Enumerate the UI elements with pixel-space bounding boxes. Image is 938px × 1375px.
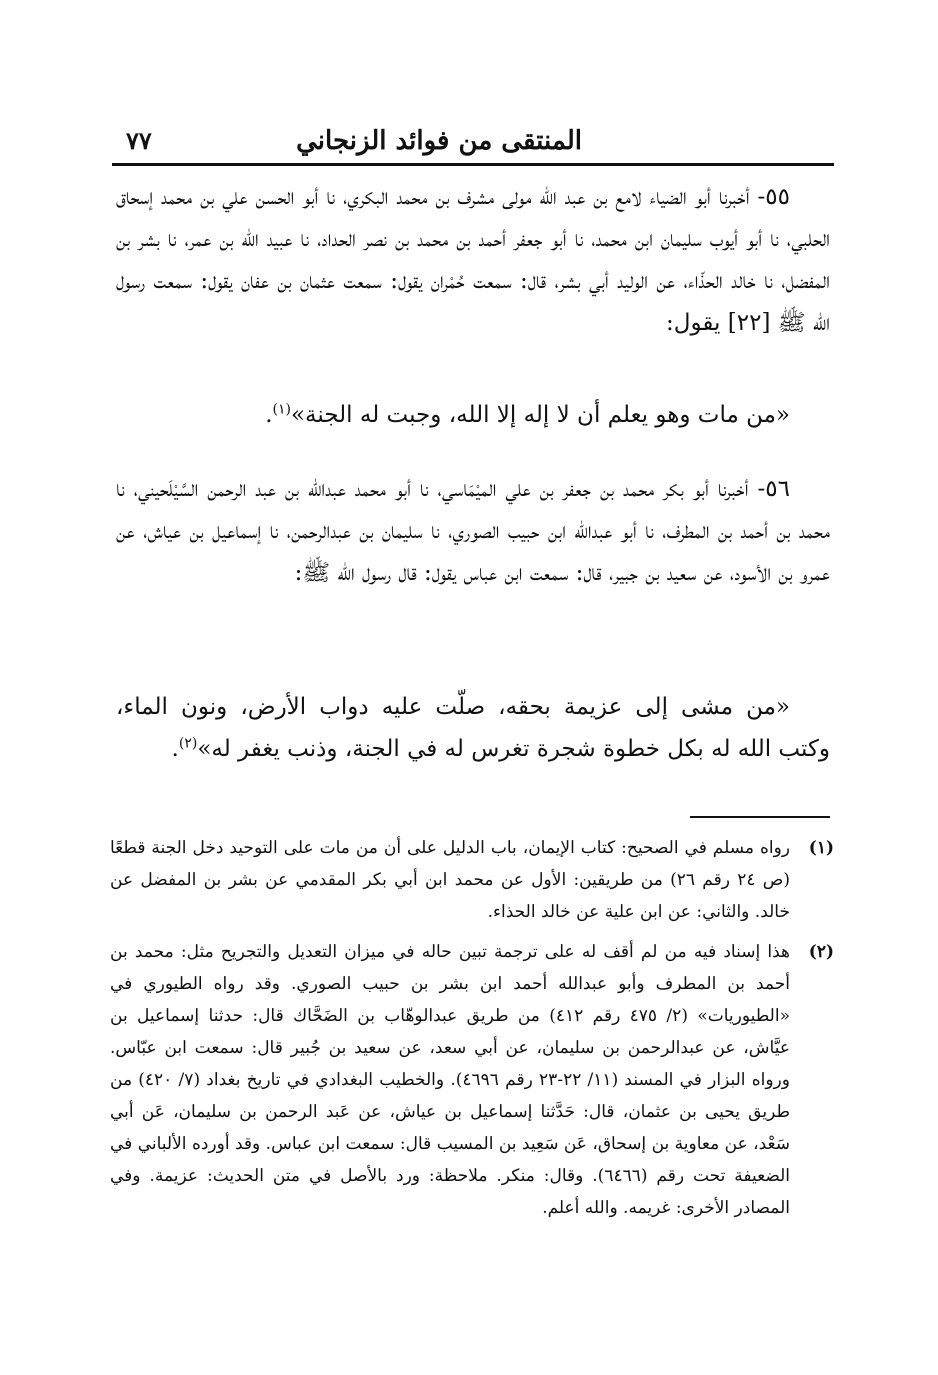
hadith-56-quote: «من مشى إلى عزيمة بحقه، صلّت عليه دواب الأرض، ونون الماء، وكتب الله له بكل خطوة شجرة تغرس له في الجنة، وذنب يغفر له» — [116, 694, 830, 762]
footnote-number: (١) — [808, 838, 834, 858]
hadith-55-isnad: ٥٥- أخبرنا أبو الضياء لامع بن عبد الله مولى مشرف بن محمد البكري، نا أبو الحسن علي بن محمد إسحاق الحلبي، نا أبو أيوب سليمان ابن محمد، نا أبو جعفر أحمد بن محمد بن نصر الحداد، نا عبيد الله بن عمر، نا بشر بن المفضل، نا خالد الحذّاء، عن الوليد أبي بشر، قال: سمعت حُمْران يقول: سمعت عثمان بن عفان يقول: سمعت رسول الله ﷺ [٢٢] يقول: — [116, 184, 830, 336]
hadith-55-end: . — [265, 402, 273, 428]
footnote-2 — [110, 936, 834, 1224]
footnote-1 — [110, 832, 834, 928]
footnote-ref-2[interactable]: (٢) — [178, 735, 198, 752]
footnote-divider — [690, 816, 830, 818]
footnote-ref-1[interactable]: (١) — [272, 401, 291, 418]
running-header — [112, 122, 832, 162]
hadith-56-isnad: ٥٦- أخبرنا أبو بكر محمد بن جعفر بن علي الميْمَاسي، نا أبو محمد عبدالله بن عبد الرحمن السَّيْلَحيني، نا محمد بن أحمد بن المطرف، نا أبو عبدالله ابن حبيب الصوري، نا سليمان بن عبدالرحمن، نا إسماعيل بن عياش، عن عمرو بن الأسود، عن سعيد بن جبير، قال: سمعت ابن عباس يقول: قال رسول الله ﷺ: — [116, 476, 830, 586]
footnote-number: (٢) — [808, 942, 834, 962]
footnote-text: هذا إسناد فيه من لم أقف له على ترجمة تبين حاله في ميزان التعديل والتجريح مثل: محمد بن أحمد بن المطرف وأبو عبدالله أحمد ابن بشر بن حبيب الصوري. وقد رواه الطيوري في «الطيوريات» (٢/ ٤٧٥ رقم ٤١٢) من طريق عبدالوهّاب بن الضَحَّاك قال: حدثنا إسماعيل بن عيَّاش، عن عبدالرحمن بن سليمان، عن أبي سعد، عن سعيد بن جُبير قال: سمعت ابن عبّاس. ورواه البزار في المسند (١١/ ٢٢-٢٣ رقم ٤٦٩٦). والخطيب البغدادي في تاريخ بغداد (٧/ ٤٢٠) من طريق يحيى بن عثمان، قال: حَدَّثنا إسماعيل بن عياش، عن عَبد الرحمن بن سليمان، عَن أبي سَعْد، عن معاوية بن إسحاق، عَن سَعِيد بن المسيب قال: سمعت ابن عباس. وقد أورده الألباني في الضعيفة تحت رقم (٦٤٦٦). وقال: منكر. ملاحظة: ورد بالأصل في متن الحديث: عزيمة. وفي المصادر الأخرى: غريمه. والله أعلم. — [110, 942, 790, 1218]
footnote-text: رواه مسلم في الصحيح: كتاب الإيمان، باب الدليل على أن من مات على التوحيد دخل الجنة قطعًا (ص ٢٤ رقم ٢٦) من طريقين: الأول عن محمد ابن أبي بكر المقدمي عن بشر بن المفضل عن خالد. والثاني: عن ابن علية عن خالد الحذاء. — [110, 838, 790, 922]
hadith-56-end: . — [171, 736, 179, 762]
hadith-55-matn — [116, 394, 830, 464]
book-title: المنتقى من فوائد الزنجاني — [296, 126, 582, 156]
header-divider — [112, 163, 834, 166]
page-number: ٧٧ — [126, 126, 152, 155]
footnotes — [110, 832, 834, 1232]
hadith-55-quote: «من مات وهو يعلم أن لا إله إلا الله، وجبت له الجنة» — [290, 402, 790, 428]
hadith-56-matn — [116, 686, 830, 776]
main-text — [116, 176, 830, 776]
